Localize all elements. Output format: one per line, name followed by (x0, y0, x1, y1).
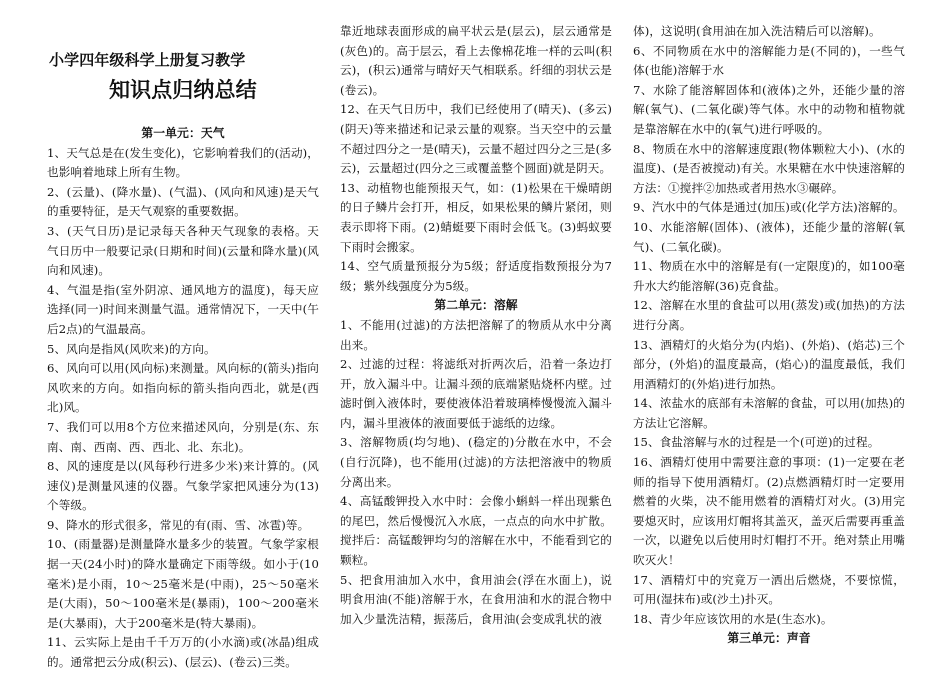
paragraph: 11、云实际上是由千千万万的(小水滴)或(冰晶)组成的。通常把云分成(积云)、(层云)、(卷云)三类。 (47, 635, 319, 670)
paragraph: 13、动植物也能预报天气，如：(1)松果在干燥晴朗的日子鳞片会打开，相反，如果松果的鳞片紧闭，则表示即将下雨。(2)蜻蜓要下雨时会低飞。(3)蚂蚁要下雨时会搬家。 (340, 180, 612, 254)
paragraph: 5、把食用油加入水中，食用油会(浮在水面上)，说明食用油(不能)溶解于水，在食用油和水的混合物中加入少量洗洁精，振荡后，食用油(会变成乳状的液 (340, 572, 612, 626)
paragraph: 4、气温是指(室外阴凉、通风地方的温度)，每天应选择(同一)时间来测量气温。通常情况下，一天中(午后2点)的气温最高。 (47, 282, 319, 336)
doc-title: 知识点归纳总结 (109, 78, 257, 102)
column-middle (340, 22, 612, 629)
unit3-heading: 第三单元：声音 (727, 631, 811, 646)
unit2-heading: 第二单元：溶解 (434, 298, 518, 313)
paragraph: 4、高锰酸钾投入水中时：会像小蝌蚪一样出现紫色的尾巴，然后慢慢沉入水底，一点点的向水中扩散。搅拌后：高锰酸钾均匀的溶解在水中，不能看到它的颗粒。 (340, 494, 612, 568)
paragraph: 3、(天气日历)是记录每天各种天气现象的表格。天气日历中一般要记录(日期和时间)(云量和降水量)(风向和风速)。 (47, 223, 319, 278)
paragraph: 15、食盐溶解与水的过程是一个(可逆)的过程。 (633, 435, 880, 450)
paragraph: 17、酒精灯中的究竟万一洒出后燃烧，不要惊慌，可用(湿抹布)或(沙土)扑灭。 (633, 572, 905, 607)
paragraph: 9、降水的形式很多，常见的有(雨、雪、冰雹)等。 (47, 517, 310, 532)
paragraph: 14、浓盐水的底部有未溶解的食盐，可以用(加热)的方法让它溶解。 (633, 396, 905, 430)
paragraph: 5、风向是指风(风吹来)的方向。 (47, 341, 216, 356)
column-left (47, 22, 319, 673)
unit1-heading: 第一单元：天气 (141, 126, 225, 140)
paragraph: 7、我们可以用8个方位来描述风向，分别是(东、东南、南、西南、西、西北、北、东北)。 (47, 419, 319, 454)
paragraph: 6、不同物质在水中的溶解能力是(不同的)，一些气体(也能)溶解于水 (633, 43, 905, 78)
paragraph: 靠近地球表面形成的扁平状云是(层云)，层云通常是(灰色)的。高于层云，看上去像棉花堆一样的云叫(积云)，(积云)通常与晴好天气相联系。纤细的羽状云是(卷云)。 (340, 24, 612, 97)
paragraph: 11、物质在水中的溶解是有(一定限度)的，如100毫升水大约能溶解(36)克食盐。 (633, 259, 905, 293)
paragraph: 13、酒精灯的火焰分为(内焰)、(外焰)、(焰芯)三个部分，(外焰)的温度最高，(焰心)的温度最低，我们用酒精灯的(外焰)进行加热。 (633, 337, 905, 391)
paragraph: 体)，这说明(食用油在加入洗洁精后可以溶解)。 (633, 24, 881, 38)
paragraph: 8、风的速度是以(风每秒行进多少米)来计算的。(风速仪)是测量风速的仪器。气象学家把风速分为(13)个等级。 (47, 459, 319, 513)
doc-subtitle: 小学四年级科学上册复习教学 (49, 51, 246, 69)
paragraph: 1、天气总是在(发生变化)，它影响着我们的(活动)，也影响着地球上所有生物。 (47, 145, 319, 180)
paragraph: 9、汽水中的气体是通过(加压)或(化学方法)溶解的。 (633, 200, 905, 215)
paragraph: 10、水能溶解(固体)、(液体)，还能少量的溶解(氧气)、(二氧化碳)。 (633, 219, 905, 254)
paragraph: 14、空气质量预报分为5级；舒适度指数预报分为7级；紫外线强度分为5级。 (340, 259, 612, 293)
paragraph: 16、酒精灯使用中需要注意的事项：(1)一定要在老师的指导下使用酒精灯。(2)点燃酒精灯时一定要用燃着的火柴，决不能用燃着的酒精灯对火。(3)用完要熄灭时，应该用灯帽将其盖灭，盖灭后需要再重盖一次，以避免以后使用时灯帽打不开。绝对禁止用嘴吹灭火！ (633, 455, 905, 568)
paragraph: 12、在天气日历中，我们已经使用了(晴天)、(多云)(阴天)等来描述和记录云量的观察。当天空中的云量不超过四分之一是(晴天)，云量不超过四分之三是(多云)，云量超过(四分之三或覆盖整个圆面)就是阴天。 (340, 102, 612, 176)
paragraph: 2、(云量)、(降水量)、(气温)、(风向和风速)是天气的重要特征，是天气观察的重要数据。 (47, 184, 319, 219)
paragraph: 2、过滤的过程：将滤纸对折两次后，沿着一条边打开，放入漏斗中。让漏斗颈的底端紧贴烧杯内壁。过滤时倒入液体时，要使液体沿着玻璃棒慢慢流入漏斗内，漏斗里液体的液面要低于滤纸的边缘。 (340, 357, 612, 430)
paragraph: 18、青少年应该饮用的水是(生态水)。 (633, 611, 833, 626)
paragraph: 8、物质在水中的溶解速度跟(物体颗粒大小)、(水的温度)、(是否被搅动)有关。水果糖在水中快速溶解的方法：①搅拌②加热或者用热水③碾碎。 (633, 141, 905, 195)
paragraph: 1、不能用(过滤)的方法把溶解了的物质从水中分离出来。 (340, 317, 612, 352)
paragraph: 6、风向可以用(风向标)来测量。风向标的(箭头)指向风吹来的方向。如指向标的箭头指向西北，就是(西北)风。 (47, 361, 319, 415)
paragraph: 10、(雨量器)是测量降水量多少的装置。气象学家根据一天(24小时)的降水量确定下雨等级。如小于(10毫米)是小雨，10～25毫米是(中雨)，25～50毫米是(大雨)，50～100毫米是(暴雨)，100～200毫米是(大暴雨)，大于200毫米是(特大暴雨)。 (47, 537, 319, 630)
column-right (633, 22, 905, 649)
paragraph: 12、溶解在水里的食盐可以用(蒸发)或(加热)的方法进行分离。 (633, 298, 905, 332)
paragraph: 7、水除了能溶解固体和(液体)之外，还能少量的溶解(氧气)、(二氧化碳)等气体。水中的动物和植物就是靠溶解在水中的(氧气)进行呼吸的。 (633, 82, 905, 136)
paragraph: 3、溶解物质(均匀地)、(稳定的)分散在水中，不会(自行沉降)，也不能用(过滤)的方法把溶液中的物质分离出来。 (340, 435, 612, 489)
